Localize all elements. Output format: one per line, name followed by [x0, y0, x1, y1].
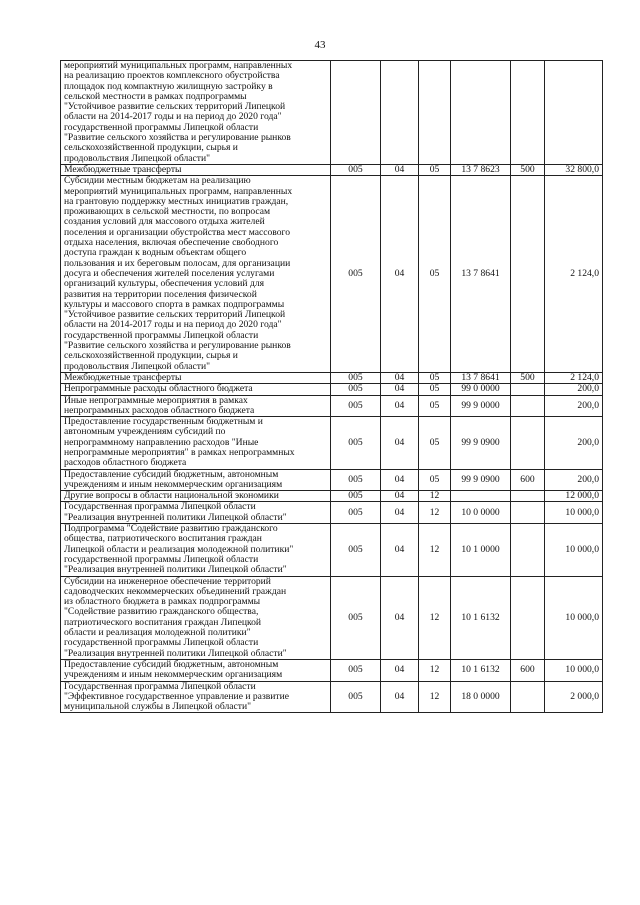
row-subsection-code: 12 [419, 524, 451, 576]
row-target-code: 99 9 0000 [451, 395, 511, 417]
row-name: Иные непрограммные мероприятия в рамках непрограммных расходов областного бюджета [61, 395, 331, 417]
row-target-code: 13 7 8623 [451, 164, 511, 175]
row-name: Предоставление субсидий бюджетным, автономным учреждениям и иным некоммерческим организациям [61, 659, 331, 681]
row-amount: 2 000,0 [545, 681, 603, 713]
row-section-code: 04 [381, 576, 419, 659]
row-target-code: 99 9 0900 [451, 469, 511, 491]
row-section-code: 04 [381, 384, 419, 395]
budget-table-body [61, 61, 603, 713]
row-section-code: 04 [381, 659, 419, 681]
row-subsection-code: 12 [419, 576, 451, 659]
row-section-code: 04 [381, 164, 419, 175]
table-row [61, 176, 603, 373]
row-target-code: 10 0 0000 [451, 502, 511, 524]
row-section-code: 04 [381, 417, 419, 469]
row-amount: 10 000,0 [545, 524, 603, 576]
row-expense-type-code [511, 417, 545, 469]
table-row [61, 417, 603, 469]
table-row [61, 61, 603, 165]
table-row [61, 659, 603, 681]
row-expense-type-code: 500 [511, 372, 545, 383]
row-admin-code: 005 [331, 384, 381, 395]
row-target-code: 13 7 8641 [451, 372, 511, 383]
row-admin-code: 005 [331, 659, 381, 681]
row-target-code: 10 1 0000 [451, 524, 511, 576]
row-expense-type-code [511, 395, 545, 417]
row-admin-code: 005 [331, 417, 381, 469]
row-amount: 2 124,0 [545, 372, 603, 383]
row-subsection-code: 12 [419, 502, 451, 524]
row-amount: 200,0 [545, 395, 603, 417]
table-row [61, 372, 603, 383]
row-section-code: 04 [381, 469, 419, 491]
row-expense-type-code [511, 502, 545, 524]
row-expense-type-code [511, 491, 545, 502]
row-amount: 10 000,0 [545, 659, 603, 681]
row-name: Межбюджетные трансферты [61, 372, 331, 383]
row-admin-code: 005 [331, 502, 381, 524]
row-section-code [381, 61, 419, 165]
row-expense-type-code [511, 384, 545, 395]
row-admin-code: 005 [331, 524, 381, 576]
row-amount: 12 000,0 [545, 491, 603, 502]
row-subsection-code: 05 [419, 176, 451, 373]
row-target-code: 18 0 0000 [451, 681, 511, 713]
row-subsection-code: 05 [419, 417, 451, 469]
row-admin-code: 005 [331, 576, 381, 659]
row-subsection-code: 12 [419, 491, 451, 502]
row-name: Государственная программа Липецкой области "Эффективное государственное управление и развитие муниципальной службы в Липецкой области" [61, 681, 331, 713]
row-target-code [451, 491, 511, 502]
row-target-code: 10 1 6132 [451, 576, 511, 659]
row-section-code: 04 [381, 176, 419, 373]
table-row [61, 384, 603, 395]
row-amount: 10 000,0 [545, 502, 603, 524]
row-name: Подпрограмма "Содействие развитию гражданского общества, патриотического воспитания граждан Липецкой области и реализация молодежной политики" государственной программы Липецкой области "Реализация внутренней политики Липецкой области" [61, 524, 331, 576]
row-subsection-code: 12 [419, 659, 451, 681]
table-row [61, 491, 603, 502]
row-expense-type-code [511, 176, 545, 373]
row-section-code: 04 [381, 681, 419, 713]
row-name: Государственная программа Липецкой области "Реализация внутренней политики Липецкой области" [61, 502, 331, 524]
row-name: Предоставление субсидий бюджетным, автономным учреждениям и иным некоммерческим организациям [61, 469, 331, 491]
page-number: 43 [314, 39, 326, 51]
row-amount [545, 61, 603, 165]
table-row [61, 681, 603, 713]
row-section-code: 04 [381, 502, 419, 524]
row-name: Предоставление государственным бюджетным и автономным учреждениям субсидий по непрограммному направлению расходов "Иные непрограммные мероприятия" в рамках непрограммных расходов областного бюджета [61, 417, 331, 469]
row-target-code [451, 61, 511, 165]
row-subsection-code [419, 61, 451, 165]
row-admin-code: 005 [331, 491, 381, 502]
table-row [61, 524, 603, 576]
row-admin-code: 005 [331, 372, 381, 383]
row-amount: 2 124,0 [545, 176, 603, 373]
row-name: Непрограммные расходы областного бюджета [61, 384, 331, 395]
table-row [61, 469, 603, 491]
row-amount: 10 000,0 [545, 576, 603, 659]
row-section-code: 04 [381, 491, 419, 502]
row-name: Межбюджетные трансферты [61, 164, 331, 175]
row-admin-code [331, 61, 381, 165]
row-amount: 32 800,0 [545, 164, 603, 175]
table-row [61, 164, 603, 175]
row-admin-code: 005 [331, 395, 381, 417]
row-target-code: 13 7 8641 [451, 176, 511, 373]
row-admin-code: 005 [331, 469, 381, 491]
row-section-code: 04 [381, 395, 419, 417]
row-subsection-code: 05 [419, 372, 451, 383]
row-name: Другие вопросы в области национальной экономики [61, 491, 331, 502]
row-subsection-code: 05 [419, 164, 451, 175]
table-row [61, 576, 603, 659]
row-expense-type-code [511, 524, 545, 576]
row-expense-type-code [511, 681, 545, 713]
row-expense-type-code [511, 576, 545, 659]
table-row [61, 395, 603, 417]
row-subsection-code: 05 [419, 469, 451, 491]
row-target-code: 99 0 0000 [451, 384, 511, 395]
row-admin-code: 005 [331, 164, 381, 175]
row-section-code: 04 [381, 524, 419, 576]
row-amount: 200,0 [545, 384, 603, 395]
row-section-code: 04 [381, 372, 419, 383]
row-target-code: 10 1 6132 [451, 659, 511, 681]
row-subsection-code: 05 [419, 384, 451, 395]
row-admin-code: 005 [331, 176, 381, 373]
row-name: Субсидии местным бюджетам на реализацию мероприятий муниципальных программ, направленных на грантовую поддержку местных инициатив граждан, проживающих в сельской местности, по вопросам создания условий для массового отдыха жителей поселения и организации обустройства мест массового отдыха населения, включая обеспечение свободного доступа граждан к водным объектам общего пользования и их береговым полосам, для организации досуга и обеспечения жителей поселения услугами организаций культуры, обеспечения условий для развития на территории поселения физической культуры и массового спорта в рамках подпрограммы "Устойчивое развитие сельских территорий Липецкой области на 2014-2017 годы и на период до 2020 года" государственной программы Липецкой области "Развитие сельского хозяйства и регулирование рынков сельскохозяйственной продукции, сырья и продовольствия Липецкой области" [61, 176, 331, 373]
row-name: мероприятий муниципальных программ, направленных на реализацию проектов комплексного обустройства площадок под компактную жилищную застройку в сельской местности в рамках подпрограммы "Устойчивое развитие сельских территорий Липецкой области на 2014-2017 годы и на период до 2020 года" государственной программы Липецкой области "Развитие сельского хозяйства и регулирование рынков сельскохозяйственной продукции, сырья и продовольствия Липецкой области" [61, 61, 331, 165]
row-expense-type-code: 600 [511, 469, 545, 491]
row-admin-code: 005 [331, 681, 381, 713]
table-row [61, 502, 603, 524]
row-expense-type-code [511, 61, 545, 165]
row-name: Субсидии на инженерное обеспечение территорий садоводческих некоммерческих объединений граждан из областного бюджета в рамках подпрограммы "Содействие развитию гражданского общества, патриотического воспитания граждан Липецкой области и реализация молодежной политики" государственной программы Липецкой области "Реализация внутренней политики Липецкой области" [61, 576, 331, 659]
row-subsection-code: 12 [419, 681, 451, 713]
row-expense-type-code: 600 [511, 659, 545, 681]
budget-table [60, 60, 603, 713]
row-amount: 200,0 [545, 469, 603, 491]
row-amount: 200,0 [545, 417, 603, 469]
row-expense-type-code: 500 [511, 164, 545, 175]
row-target-code: 99 9 0900 [451, 417, 511, 469]
row-subsection-code: 05 [419, 395, 451, 417]
